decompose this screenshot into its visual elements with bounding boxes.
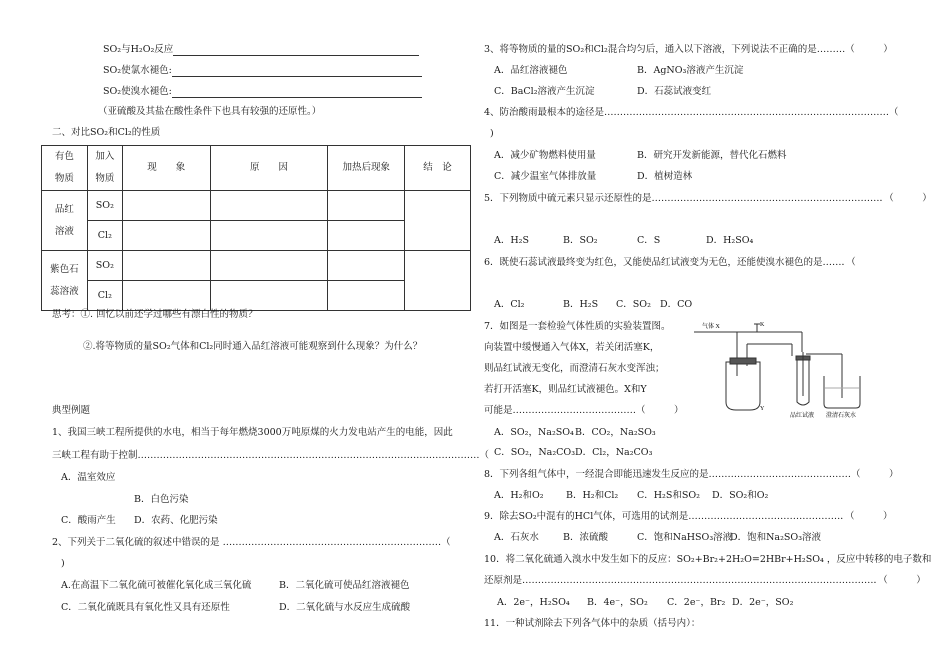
q7-option-c: C．SO₂，Na₂CO₃ <box>494 447 576 458</box>
q6-option-b: B．H₂S <box>563 299 599 310</box>
q3-option-d: D．石蕊试液变红 <box>637 86 712 97</box>
q6-stem: 6．既使石蕊试液最终变为红色，又能使品红试液变为无色，还能使溴水褪色的是……．（ <box>484 257 856 268</box>
q8-option-a: A．H₂和O₂ <box>494 490 544 501</box>
examples-title: 典型例题 <box>52 405 91 416</box>
q7-option-a: A．SO₂，Na₂SO₄ <box>494 427 574 438</box>
think-question-1: 思考：①. 回忆以前还学过哪些有漂白性的物质？ <box>52 309 258 320</box>
cell-litmus: 紫色石 蕊溶液 <box>42 251 88 311</box>
property-comparison-table <box>41 145 471 311</box>
q7-line4: 若打开活塞K，则品红试液褪色。X和Y <box>484 384 647 395</box>
q9-option-c: C．饱和NaHSO₃溶液 <box>637 532 733 543</box>
q4-paren: ) <box>490 128 494 139</box>
fill-line-3: SO₂使溴水褪色: <box>103 86 422 98</box>
header-phenomenon: 现 象 <box>122 146 210 191</box>
header-added: 加入 物质 <box>87 146 122 191</box>
q1-option-c: C．酸雨产生 <box>61 515 116 526</box>
q9-option-b: B．浓硫酸 <box>563 532 608 543</box>
fig-label-lime: 澄清石灰水 <box>826 413 857 418</box>
q7-line3: 则品红试液无变化，而澄清石灰水变浑浊； <box>484 363 665 374</box>
q3-option-a: A．品红溶液褪色 <box>494 65 568 76</box>
q10-option-b: B．4e⁻，SO₂ <box>587 597 648 608</box>
q8-option-b: B．H₂和Cl₂ <box>566 490 619 501</box>
fig-label-y: Y <box>760 406 765 412</box>
q3-stem: 3、将等物质的量的SO₂和Cl₂混合均匀后，通入以下溶液，下列说法不正确的是………（ ） <box>484 44 893 55</box>
q1-option-d: D．农药、化肥污染 <box>134 515 218 526</box>
q5-stem: 5．下列物质中硫元素只显示还原性的是………………………………………………………………．（ ） <box>484 193 932 204</box>
q3-option-b: B．AgNO₃溶液产生沉淀 <box>637 65 744 76</box>
q10-option-a: A．2e⁻，H₂SO₄ <box>497 597 570 608</box>
q1-line2: 三峡工程有助于控制………………………………………………………………………………………………（ <box>52 450 490 461</box>
q9-option-a: A．石灰水 <box>494 532 539 543</box>
cell-pinhong: 品红 溶液 <box>42 191 88 251</box>
q7-option-b: B．CO₂，Na₂SO₃ <box>575 427 656 438</box>
q10-line2: 还原剂是…………………………………………………………………………………………………．（ ） <box>484 575 926 586</box>
q7-line2: 向装置中缓慢通入气体X，若关闭活塞K， <box>484 342 660 353</box>
header-substance: 有色 物质 <box>42 146 88 191</box>
q4-stem: 4、防治酸雨最根本的途径是………………………………………………………………………………（ <box>484 107 899 118</box>
fill-line-1: SO₂与H₂O₂反应 <box>103 44 419 56</box>
fig-label-k: K <box>760 322 765 328</box>
header-conclusion: 结 论 <box>405 146 471 191</box>
fig-label-gas: 气体 X <box>702 324 720 330</box>
header-reason: 原 因 <box>210 146 328 191</box>
q6-option-a: A．Cl₂ <box>494 299 525 310</box>
table-row <box>42 251 471 281</box>
cell-so2: SO₂ <box>87 251 122 281</box>
q9-stem: 9．除去SO₂中混有的HCl气体，可选用的试剂是…………………………………………．（ ） <box>484 511 893 522</box>
header-heated: 加热后现象 <box>328 146 405 191</box>
q5-option-b: B．SO₂ <box>563 235 598 246</box>
q8-option-c: C．H₂S和SO₂ <box>637 490 700 501</box>
q4-option-d: D．植树造林 <box>637 171 693 182</box>
q4-option-c: C．减少温室气体排放量 <box>494 171 597 182</box>
q2-line1: 2、下列关于二氧化硫的叙述中错误的是 ……………………………………………………………（ <box>52 537 451 548</box>
q3-option-c: C．BaCl₂溶液产生沉淀 <box>494 86 595 97</box>
q4-option-b: B．研究开发新能源，替代化石燃料 <box>637 150 787 161</box>
q2-option-b: B．二氧化硫可使品红溶液褪色 <box>279 580 410 591</box>
section2-title: 二、对比SO₂和Cl₂的性质 <box>52 127 161 138</box>
q1-option-a: A．温室效应 <box>61 472 116 483</box>
cell-cl2: Cl₂ <box>87 281 122 311</box>
q2-option-c: C．二氧化硫既具有氧化性又具有还原性 <box>61 602 230 613</box>
q10-option-d: D．2e⁻，SO₂ <box>732 597 794 608</box>
think-question-2: ②.将等物质的量SO₂气体和Cl₂同时通入品红溶液可能观察到什么现象？为什么？ <box>83 341 423 352</box>
q5-option-c: C．S <box>637 235 661 246</box>
q7-option-d: D．Cl₂，Na₂CO₃ <box>575 447 653 458</box>
q2-option-d: D．二氧化硫与水反应生成硫酸 <box>279 602 411 613</box>
fill-line-2: SO₂使氯水褪色: <box>103 65 422 77</box>
table-header-row <box>42 146 471 191</box>
q1-option-b: B．白色污染 <box>134 494 189 505</box>
acid-note: （亚硫酸及其盐在酸性条件下也具有较强的还原性。） <box>98 106 322 117</box>
q7-line5: 可能是…………………………………（ ） <box>484 405 684 416</box>
q5-option-d: D．H₂SO₄ <box>706 235 754 246</box>
q6-option-d: D．CO <box>660 299 693 310</box>
q10-option-c: C．2e⁻，Br₂ <box>667 597 726 608</box>
q11-stem: 11．一种试剂除去下列各气体中的杂质（括号内）： <box>484 618 701 629</box>
cell-cl2: Cl₂ <box>87 221 122 251</box>
q5-option-a: A．H₂S <box>494 235 529 246</box>
q4-option-a: A．减少矿物燃料使用量 <box>494 150 596 161</box>
cell-so2: SO₂ <box>87 191 122 221</box>
q6-option-c: C．SO₂ <box>616 299 651 310</box>
q2-option-a: A.在高温下二氧化硫可被催化氧化成三氧化硫 <box>61 580 252 591</box>
gas-test-apparatus-diagram <box>692 318 892 418</box>
q8-option-d: D．SO₂和O₂ <box>712 490 769 501</box>
q9-option-d: D．饱和Na₂SO₃溶液 <box>730 532 822 543</box>
q8-stem: 8．下列各组气体中，一经混合即能迅速发生反应的是………………………………………（ ） <box>484 469 899 480</box>
q10-line1: 10．将二氧化硫通入溴水中发生如下的反应：SO₂+Br₂+2H₂O=2HBr+H₂SO₄ ，反应中转移的电子数和 <box>484 554 932 565</box>
q1-line1: 1、我国三峡工程所提供的水电，相当于每年燃烧3000万吨原煤的火力发电站产生的电能，因此 <box>52 427 453 438</box>
table-row <box>42 191 471 221</box>
q2-paren: ) <box>61 558 65 569</box>
q7-line1: 7．如图是一套检验气体性质的实验装置图。 <box>484 321 671 332</box>
fig-label-pinhong: 品红试液 <box>790 413 815 418</box>
